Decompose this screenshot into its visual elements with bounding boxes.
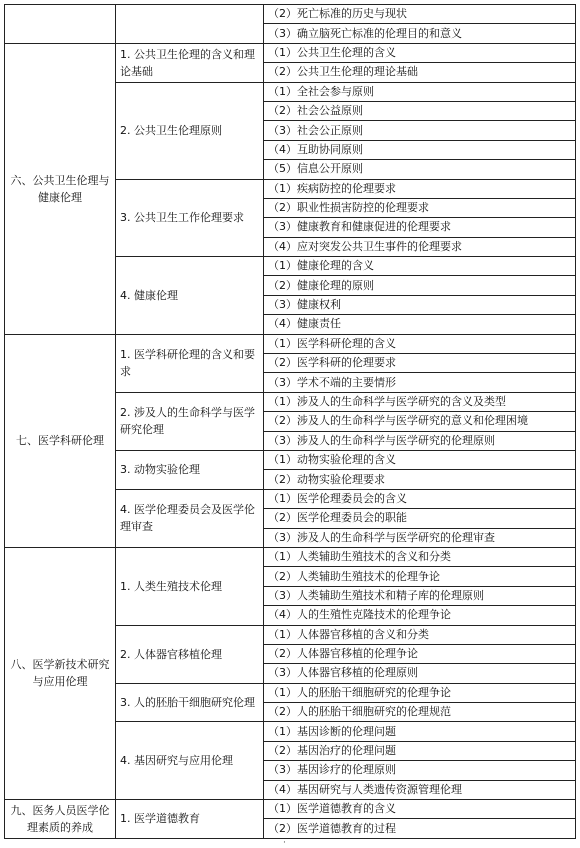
item-cell: （2）动物实验伦理要求: [264, 470, 576, 489]
section-cell: 3. 公共卫生工作伦理要求: [116, 179, 264, 257]
item-cell: （1）公共卫生伦理的含义: [264, 43, 576, 62]
item-cell: （2）人体器官移植的伦理争论: [264, 644, 576, 663]
section-cell: 3. 动物实验伦理: [116, 450, 264, 489]
section-cell: [116, 5, 264, 44]
item-cell: （2）职业性损害防控的伦理要求: [264, 198, 576, 217]
item-cell: （3）人类辅助生殖技术和精子库的伦理原则: [264, 586, 576, 605]
section-cell: 1. 公共卫生伦理的含义和理论基础: [116, 43, 264, 82]
item-cell: （2）人的胚胎干细胞研究的伦理规范: [264, 703, 576, 722]
table-row: [5, 5, 576, 24]
item-cell: （2）基因治疗的伦理问题: [264, 741, 576, 760]
section-cell: 4. 医学伦理委员会及医学伦理审查: [116, 489, 264, 547]
section-cell: 1. 医学科研伦理的含义和要求: [116, 334, 264, 392]
item-cell: （3）学术不端的主要情形: [264, 373, 576, 392]
item-cell: （2）公共卫生伦理的理论基础: [264, 63, 576, 82]
item-cell: （2）人类辅助生殖技术的伦理争论: [264, 567, 576, 586]
item-cell: （2）医学科研的伦理要求: [264, 354, 576, 373]
section-cell: 1. 人类生殖技术伦理: [116, 547, 264, 625]
syllabus-table-body: [5, 5, 576, 839]
item-cell: （2）涉及人的生命科学与医学研究的意义和伦理困境: [264, 412, 576, 431]
item-cell: （2）健康伦理的原则: [264, 276, 576, 295]
syllabus-table: [4, 4, 576, 839]
section-cell: 1. 医学道德教育: [116, 800, 264, 839]
chapter-cell: 七、医学科研伦理: [5, 334, 116, 547]
chapter-cell: 六、公共卫生伦理与健康伦理: [5, 43, 116, 334]
item-cell: （3）人体器官移植的伦理原则: [264, 664, 576, 683]
item-cell: （1）医学科研伦理的含义: [264, 334, 576, 353]
item-cell: （1）人的胚胎干细胞研究的伦理争论: [264, 683, 576, 702]
section-cell: 4. 基因研究与应用伦理: [116, 722, 264, 800]
item-cell: （1）医学伦理委员会的含义: [264, 489, 576, 508]
item-cell: （2）医学伦理委员会的职能: [264, 509, 576, 528]
table-row: [5, 334, 576, 353]
item-cell: （3）健康权利: [264, 295, 576, 314]
item-cell: （1）医学道德教育的含义: [264, 800, 576, 819]
item-cell: （1）涉及人的生命科学与医学研究的含义及类型: [264, 392, 576, 411]
section-cell: 2. 公共卫生伦理原则: [116, 82, 264, 179]
item-cell: （2）死亡标准的历史与现状: [264, 5, 576, 24]
item-cell: （3）基因诊疗的伦理原则: [264, 761, 576, 780]
item-cell: （3）涉及人的生命科学与医学研究的伦理原则: [264, 431, 576, 450]
item-cell: （1）全社会参与原则: [264, 82, 576, 101]
section-cell: 4. 健康伦理: [116, 257, 264, 335]
item-cell: （4）应对突发公共卫生事件的伦理要求: [264, 237, 576, 256]
item-cell: （1）动物实验伦理的含义: [264, 450, 576, 469]
item-cell: （4）人的生殖性克隆技术的伦理争论: [264, 606, 576, 625]
item-cell: （3）确立脑死亡标准的伦理目的和意义: [264, 24, 576, 43]
item-cell: （3）涉及人的生命科学与医学研究的伦理审查: [264, 528, 576, 547]
chapter-cell: 九、医务人员医学伦理素质的养成: [5, 800, 116, 839]
section-cell: 2. 人体器官移植伦理: [116, 625, 264, 683]
section-cell: 2. 涉及人的生命科学与医学研究伦理: [116, 392, 264, 450]
page-footer-mark: ·: [283, 838, 286, 848]
item-cell: （1）人体器官移植的含义和分类: [264, 625, 576, 644]
chapter-cell: [5, 5, 116, 44]
item-cell: （4）健康责任: [264, 315, 576, 334]
item-cell: （4）基因研究与人类遗传资源管理伦理: [264, 780, 576, 799]
section-cell: 3. 人的胚胎干细胞研究伦理: [116, 683, 264, 722]
item-cell: （1）健康伦理的含义: [264, 257, 576, 276]
chapter-cell: 八、医学新技术研究与应用伦理: [5, 547, 116, 799]
item-cell: （3）社会公正原则: [264, 121, 576, 140]
item-cell: （1）疾病防控的伦理要求: [264, 179, 576, 198]
item-cell: （1）人类辅助生殖技术的含义和分类: [264, 547, 576, 566]
table-row: [5, 547, 576, 566]
table-row: [5, 800, 576, 819]
item-cell: （1）基因诊断的伦理问题: [264, 722, 576, 741]
item-cell: （5）信息公开原则: [264, 160, 576, 179]
table-row: [5, 43, 576, 62]
item-cell: （4）互助协同原则: [264, 140, 576, 159]
item-cell: （3）健康教育和健康促进的伦理要求: [264, 218, 576, 237]
item-cell: （2）社会公益原则: [264, 101, 576, 120]
item-cell: （2）医学道德教育的过程: [264, 819, 576, 838]
